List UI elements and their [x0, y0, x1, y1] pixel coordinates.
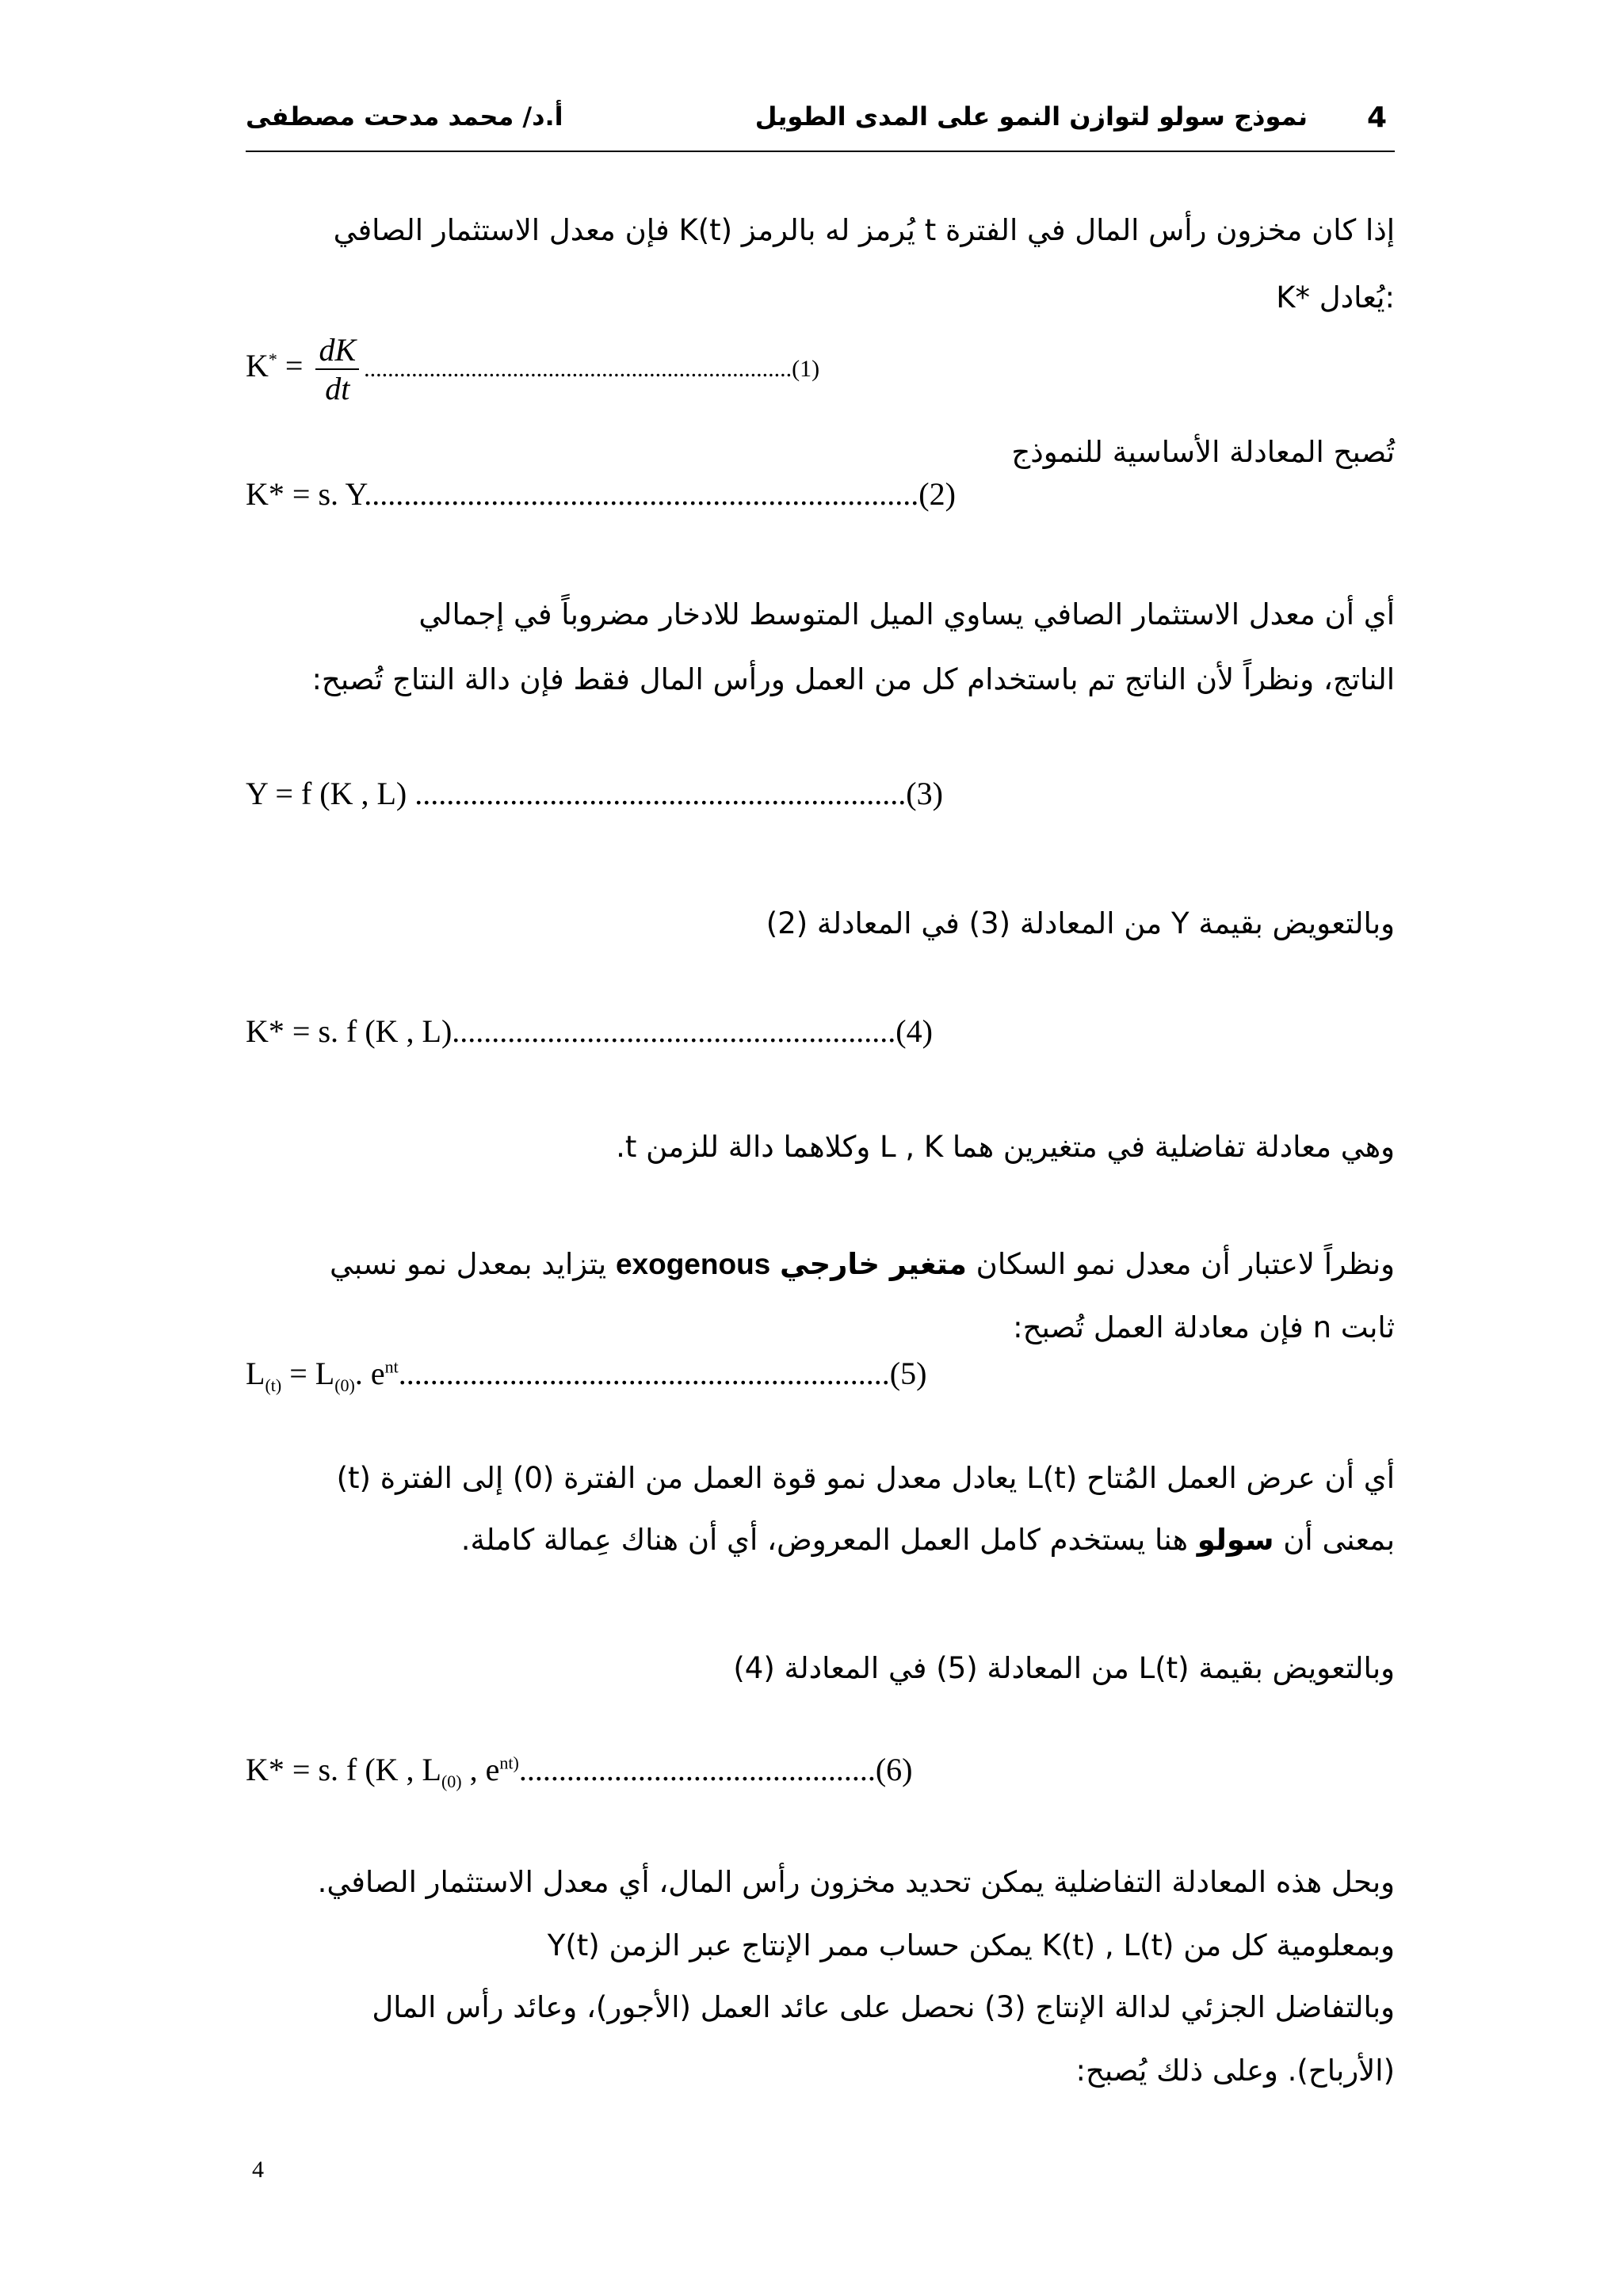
header-author: أ.د/ محمد مدحت مصطفى [246, 101, 563, 132]
eq6-tail: .............................................(6) [518, 1752, 913, 1787]
p6-text-a: ونظراً لاعتبار أن معدل نمو السكان [976, 1247, 1395, 1281]
header-title: نموذج سولو لتوازن النمو على المدى الطويل [754, 101, 1308, 132]
paragraph-9-line-2: وبمعلومية كل من K(t) , L(t) يمكن حساب ممر الإنتاج عبر الزمن Y(t) [547, 1928, 1395, 1962]
paragraph-6-line-2: ثابت n فإن معادلة العمل تُصبح: [1013, 1310, 1395, 1344]
equation-1: K* = $\frac{dK}{dt}$ ........................................................................(1) [246, 332, 820, 406]
paragraph-1-line-1: إذا كان مخزون رأس المال في الفترة t يُرمز له بالرمز K(t) فإن معدل الاستثمار الصافي [333, 213, 1395, 247]
p7-bold: سولو [1197, 1523, 1274, 1557]
eq1-denominator: dt [325, 371, 350, 406]
footer-page-number: 4 [252, 2157, 264, 2183]
p7-text-b: هنا يستخدم كامل العمل المعروض، أي أن هناك عِمالة كاملة. [460, 1523, 1189, 1557]
header-rule [246, 151, 1395, 152]
paragraph-9-line-1: وبحل هذه المعادلة التفاضلية يمكن تحديد مخزون رأس المال، أي معدل الاستثمار الصافي. [317, 1865, 1395, 1899]
paragraph-7-line-1: أي أن عرض العمل المُتاح L(t) يعادل معدل نمو قوة العمل من الفترة (0) إلى الفترة (t) [336, 1461, 1395, 1495]
eq6-part-a: K* = s. f (K , L [246, 1752, 441, 1787]
p6-text-b: يتزايد بمعدل نمو نسبي [330, 1247, 607, 1281]
eq5-tail: ..............................................................(5) [398, 1356, 927, 1391]
eq6-sup: nt) [499, 1753, 519, 1773]
eq5-sub-1: (t) [265, 1375, 282, 1395]
paragraph-3-line-2: الناتج، ونظراً لأن الناتج تم باستخدام كل من العمل ورأس المال فقط فإن دالة النتاج تُصبح: [311, 662, 1395, 696]
paragraph-1-line-2: K* يُعادل: [1276, 280, 1395, 315]
eq1-fraction [315, 331, 359, 407]
equation-4: K* = s. f (K , L)........................................................(4) [246, 1013, 933, 1049]
eq5-sub-2: (0) [334, 1375, 355, 1395]
eq1-tail: ........................................................................(1) [364, 356, 820, 383]
equation-5 [246, 1355, 1395, 1396]
equation-6 [246, 1751, 1395, 1792]
paragraph-6-line-1 [246, 1228, 1395, 1301]
paragraph-4: وبالتعويض بقيمة Y من المعادلة (3) في المعادلة (2) [766, 906, 1395, 940]
paragraph-3-line-1: أي أن معدل الاستثمار الصافي يساوي الميل المتوسط للادخار مضروباً في إجمالي [418, 597, 1395, 631]
paragraph-8: وبالتعويض بقيمة L(t) من المعادلة (5) في المعادلة (4) [733, 1651, 1395, 1685]
equation-3: Y = f (K , L) ..............................................................(3) [246, 776, 943, 811]
paragraph-7-line-2 [246, 1504, 1395, 1577]
eq5-part-c: . e [354, 1356, 385, 1391]
header-page-number: 4 [1366, 101, 1387, 134]
eq1-numerator: dK [315, 331, 359, 370]
eq5-sup: nt [384, 1356, 399, 1377]
p6-bold-arabic: متغير خارجي [780, 1247, 967, 1281]
p7-text-a: بمعنى أن [1283, 1523, 1395, 1557]
eq5-part-a: L [246, 1356, 265, 1391]
eq6-sub: (0) [441, 1772, 462, 1791]
page-header [246, 101, 1395, 149]
paragraph-9-line-3: وبالتفاضل الجزئي لدالة الإنتاج (3) نحصل على عائد العمل (الأجور)، وعائد رأس المال [372, 1990, 1395, 2024]
eq1-lhs: K [246, 348, 269, 384]
eq5-part-b: = L [281, 1356, 335, 1391]
eq6-part-b: , e [461, 1752, 500, 1787]
paragraph-2: تُصبح المعادلة الأساسية للنموذج [1011, 435, 1395, 469]
paragraph-9-line-4: (الأرباح). وعلى ذلك يُصبح: [1075, 2054, 1395, 2088]
paragraph-5: وهي معادلة تفاضلية في متغيرين هما L , K وكلاهما دالة للزمن t. [616, 1130, 1395, 1164]
p6-bold-english: exogenous [615, 1248, 771, 1280]
equation-2: K* = s. Y......................................................................(2) [246, 476, 956, 512]
